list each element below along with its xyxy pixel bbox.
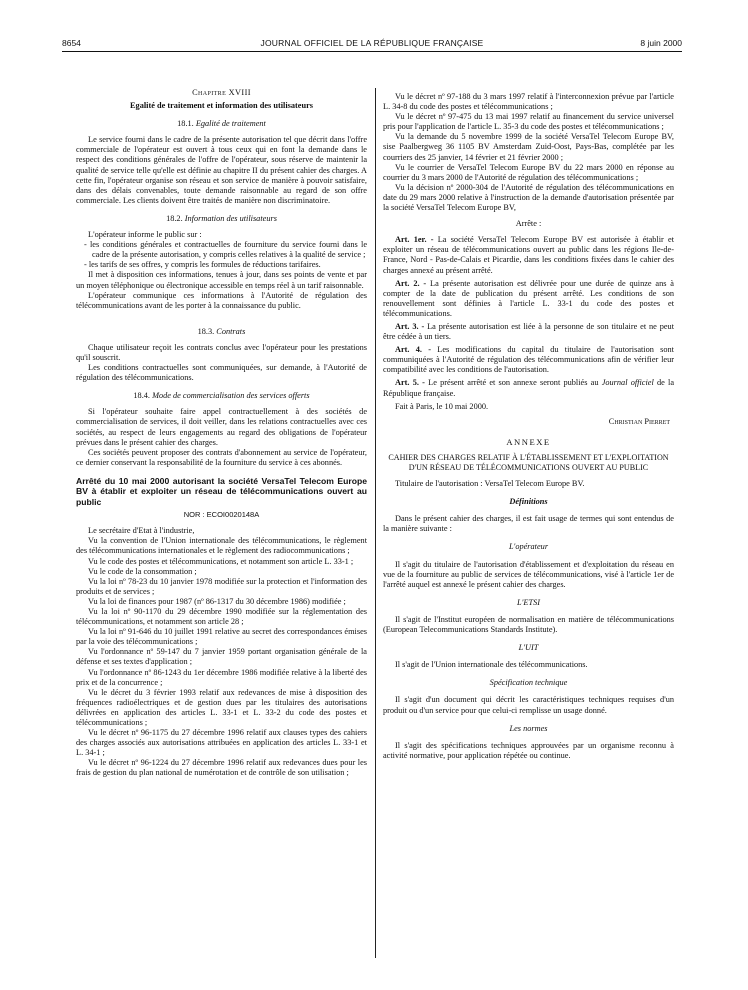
fait-a-paris: Fait à Paris, le 10 mai 2000.: [395, 401, 489, 411]
journal-title: JOURNAL OFFICIEL DE LA RÉPUBLIQUE FRANÇAISE: [260, 38, 484, 48]
paragraph: Chaque utilisateur reçoit les contrats conclus avec l'opérateur pour les prestations qu'il souscrit.: [76, 342, 367, 362]
visa: Vu le décret nº 97-475 du 13 mai 1997 relatif au financement du service universel pris pour l'application de l'article L. 35-3 du code des postes et télécommunications ;: [383, 112, 674, 132]
paragraph: Le service fourni dans le cadre de la présente autorisation tel que décrit dans l'offre commerciale de l'opérateur est ouvert à tous ceux qui en font la demande dans le respect des conditions générales de l'offre de l'opérateur, sous réserve de maintenir la qualité de service telle qu'elle est définie au chapitre II du présent cahier des charges. A cette fin, l'opérateur organise son réseau et son service de manière à pouvoir satisfaire, dans des délais convenables, toute demande raisonnable au regard de son offre commerciale. Les clients doivent être traités de manière non discriminatoire.: [76, 135, 367, 205]
header-rule: [62, 51, 682, 52]
visa: Vu la loi de finances pour 1987 (nº 86-1317 du 30 décembre 1986) modifiée ;: [88, 596, 346, 606]
signature: Christian Pierret: [608, 416, 670, 426]
right-column: [383, 92, 674, 761]
paragraph: L'opérateur communique ces informations à l'Autorité de régulation des télécommunications avant de les porter à la connaissance du public.: [76, 290, 367, 310]
article-label: Art. 3. -: [395, 321, 425, 331]
section-title: Contrats: [216, 326, 246, 336]
visa: Vu le décret nº 96-1224 du 27 décembre 1996 relatif aux redevances dues pour les frais de gestion du plan national de numérotation et de contrôle de son utilisation ;: [76, 758, 367, 778]
visa: Vu le décret nº 97-188 du 3 mars 1997 relatif à l'interconnexion prévue par l'article L. 34-8 du code des postes et télécommunications ;: [383, 92, 674, 112]
paragraph: L'opérateur informe le public sur :: [88, 230, 202, 240]
nor-reference: NOR : ECOI0020148A: [183, 510, 260, 520]
column-divider: [375, 88, 376, 958]
article-text: La présente autorisation est liée à la personne de son titulaire et ne peut être cédée à un tiers.: [383, 321, 674, 342]
article-5: [383, 378, 674, 398]
article-label: Art. 5. -: [395, 378, 425, 388]
section-title: Mode de commercialisation des services offerts: [152, 391, 310, 401]
term-heading: L'opérateur: [508, 542, 549, 552]
section-number: 18.4.: [133, 391, 150, 401]
article-label: Art. 2. -: [395, 278, 427, 288]
section-title: Egalité de traitement: [195, 119, 266, 129]
issue-date: 8 juin 2000: [640, 38, 682, 48]
section-number: 18.1.: [177, 119, 194, 129]
term-heading: L'ETSI: [517, 597, 540, 607]
article-2: [383, 279, 674, 319]
page-number: 8654: [62, 38, 81, 48]
article-text: La société VersaTel Telecom Europe BV est autorisée à établir et exploiter un réseau de télécommunications ouvert au public dans les régions Ile-de-France, Nord - Pas-de-Calais et Picardie, dans les conditions fixées dans le cahier des charges annexé au présent arrêté.: [383, 235, 675, 275]
article-4: [383, 345, 674, 375]
list-item: - les tarifs de ses offres, y compris les formules de réductions tarifaires.: [84, 260, 321, 270]
term-heading: Les normes: [509, 723, 548, 733]
article-text: La présente autorisation est délivrée pour une durée de quinze ans à compter de la date de publication du présent arrêté. Les conditions de son renouvellement sont définies à l'article L. 33-1 du code des postes et télécommunications.: [383, 278, 674, 318]
paragraph: Il met à disposition ces informations, tenues à jour, dans ses points de vente et par un moyen téléphonique ou électronique accessible en temps réel à un tarif raisonnable.: [76, 270, 367, 290]
visa: Vu la convention de l'Union internationale des télécommunications, le règlement des télécommunications internationales et le règlement des radiocommunications ;: [76, 536, 367, 556]
section-number: 18.2.: [166, 213, 183, 223]
visa: Le secrétaire d'Etat à l'industrie,: [88, 526, 195, 536]
paragraph: Il s'agit de l'Institut européen de normalisation en matière de télécommunications (European Telecommunications Standards Institute).: [383, 614, 674, 635]
paragraph: Il s'agit d'un document qui décrit les caractéristiques techniques requises d'un produit ou d'un service pour que celui-ci remplisse un usage donné.: [383, 695, 674, 715]
section-heading-18-2: [76, 214, 367, 224]
cahier-title: CAHIER DES CHARGES RELATIF À L'ÉTABLISSEMENT ET L'EXPLOITATION D'UN RÉSEAU DE TÉLÉCOMMUNICATIONS OUVERT AU PUBLIC: [388, 452, 669, 472]
info-list: [76, 240, 367, 270]
list-item: - les conditions générales et contractuelles de fourniture du service fourni dans le cadre de la présente autorisation, y compris celles relatives à la qualité de service ;: [84, 240, 367, 260]
paragraph: Les conditions contractuelles sont communiquées, sur demande, à l'Autorité de régulation des télécommunications.: [76, 363, 367, 383]
visa: Vu le code de la consommation ;: [88, 566, 197, 576]
section-heading-18-3: [76, 327, 367, 337]
visa: Vu le décret du 3 février 1993 relatif aux redevances de mise à disposition des fréquences radioélectriques et de gestion dues par les titulaires des autorisations délivrées en application des articles L. 33-1 et L. 33-2 du code des postes et télécommunications ;: [76, 687, 367, 727]
visa: Vu la loi nº 78-23 du 10 janvier 1978 modifiée sur la protection et l'information des produits et de services ;: [76, 576, 367, 596]
visa: Vu la loi nº 90-1170 du 29 décembre 1990 modifiée sur la réglementation des télécommunications, et notamment son article 28 ;: [76, 606, 367, 627]
article-text: Les modifications du capital du titulaire de l'autorisation sont communiquées à l'Autorité de régulation des télécommunications afin de vérifier leur compatibilité avec les conditions de l'autorisation.: [383, 345, 674, 375]
left-column: [76, 88, 367, 779]
annexe-heading: ANNEXE: [506, 436, 551, 447]
paragraph: Il s'agit de l'Union internationale des télécommunications.: [395, 660, 588, 670]
article-1: [383, 235, 674, 275]
arrete-title: Arrêté du 10 mai 2000 autorisant la société VersaTel Telecom Europe BV à établir et exploiter un réseau de télécommunications ouvert au public: [76, 475, 367, 507]
article-text: Le présent arrêté et son annexe seront publiés au: [428, 378, 599, 388]
article-label: Art. 4. -: [395, 345, 431, 355]
definitions-heading: Définitions: [509, 497, 548, 507]
journal-name: Journal officiel: [601, 378, 654, 388]
paragraph: Ces sociétés peuvent proposer des contrats d'abonnement au service de l'opérateur, ce dernier conservant la responsabilité de la fourniture du service à ces abonnés.: [76, 447, 367, 467]
paragraph: Il s'agit des spécifications techniques approuvées par un organisme reconnu à activité normative, pour application répétée ou continue.: [383, 740, 674, 760]
chapter-title: Egalité de traitement et information des utilisateurs: [130, 101, 313, 111]
arrete-label: Arrête :: [515, 219, 542, 229]
section-heading-18-4: [76, 391, 367, 401]
visa: Vu l'ordonnance nº 86-1243 du 1er décembre 1986 modifiée relative à la liberté des prix et de la concurrence ;: [76, 667, 367, 687]
section-number: 18.3.: [197, 326, 215, 336]
term-heading: L'UIT: [518, 643, 539, 653]
term-heading: Spécification technique: [489, 678, 568, 688]
article-3: [383, 322, 674, 342]
paragraph: Il s'agit du titulaire de l'autorisation d'établissement et d'exploitation du réseau en vue de la fourniture au public de services de télécommunications, visé à l'article 1er de l'arrêté auquel est annexé le présent cahier des charges.: [383, 559, 674, 589]
visa: Vu la décision nº 2000-304 de l'Autorité de régulation des télécommunications en date du 29 mars 2000 relative à l'instruction de la demande d'autorisation présentée par la société VersaTel Telecom Europe BV,: [383, 182, 674, 213]
article-label: Art. 1er. -: [395, 235, 434, 245]
visa: Vu la loi nº 91-646 du 10 juillet 1991 relative au secret des correspondances émises par la voie des télécommunications ;: [76, 627, 367, 647]
paragraph: Dans le présent cahier des charges, il est fait usage de termes qui sont entendus de la manière suivante :: [383, 514, 674, 534]
visa: Vu le code des postes et télécommunications, et notamment son article L. 33-1 ;: [88, 556, 354, 566]
page-header: [62, 38, 682, 52]
visa: Vu le décret nº 96-1175 du 27 décembre 1996 relatif aux clauses types des cahiers des charges associés aux autorisations attribuées en application des articles L. 33-1 et L. 34-1 ;: [76, 728, 367, 758]
visa: Vu la demande du 5 novembre 1999 de la société VersaTel Telecom Europe BV, sise Paalbergweg 36 1105 BV Amsterdam Zuid-Oost, Pays-Bas, complétée par les courriers des 25 janvier, 14 février et 21 février 2000 ;: [383, 132, 674, 162]
titulaire: Titulaire de l'autorisation : VersaTel Telecom Europe BV.: [395, 479, 585, 489]
visa: Vu l'ordonnance nº 59-147 du 7 janvier 1959 portant organisation générale de la défense et ses textes d'application ;: [76, 647, 367, 667]
visa: Vu le courrier de VersaTel Telecom Europe BV du 22 mars 2000 en réponse au courrier du 3 mars 2000 de l'Autorité de régulation des télécommunications ;: [383, 162, 674, 182]
section-title: Information des utilisateurs: [184, 213, 277, 223]
chapter-heading: Chapitre XVIII: [192, 88, 251, 97]
article-text: de la République française.: [383, 378, 675, 398]
section-heading-18-1: [76, 119, 367, 129]
paragraph: Si l'opérateur souhaite faire appel contractuellement à des sociétés de commercialisation de services, il doit veiller, dans les relations contractuelles avec ces sociétés, au respect de leurs engagements au regard des obligations de l'opérateur prévues dans le présent cahier des charges.: [76, 407, 367, 447]
